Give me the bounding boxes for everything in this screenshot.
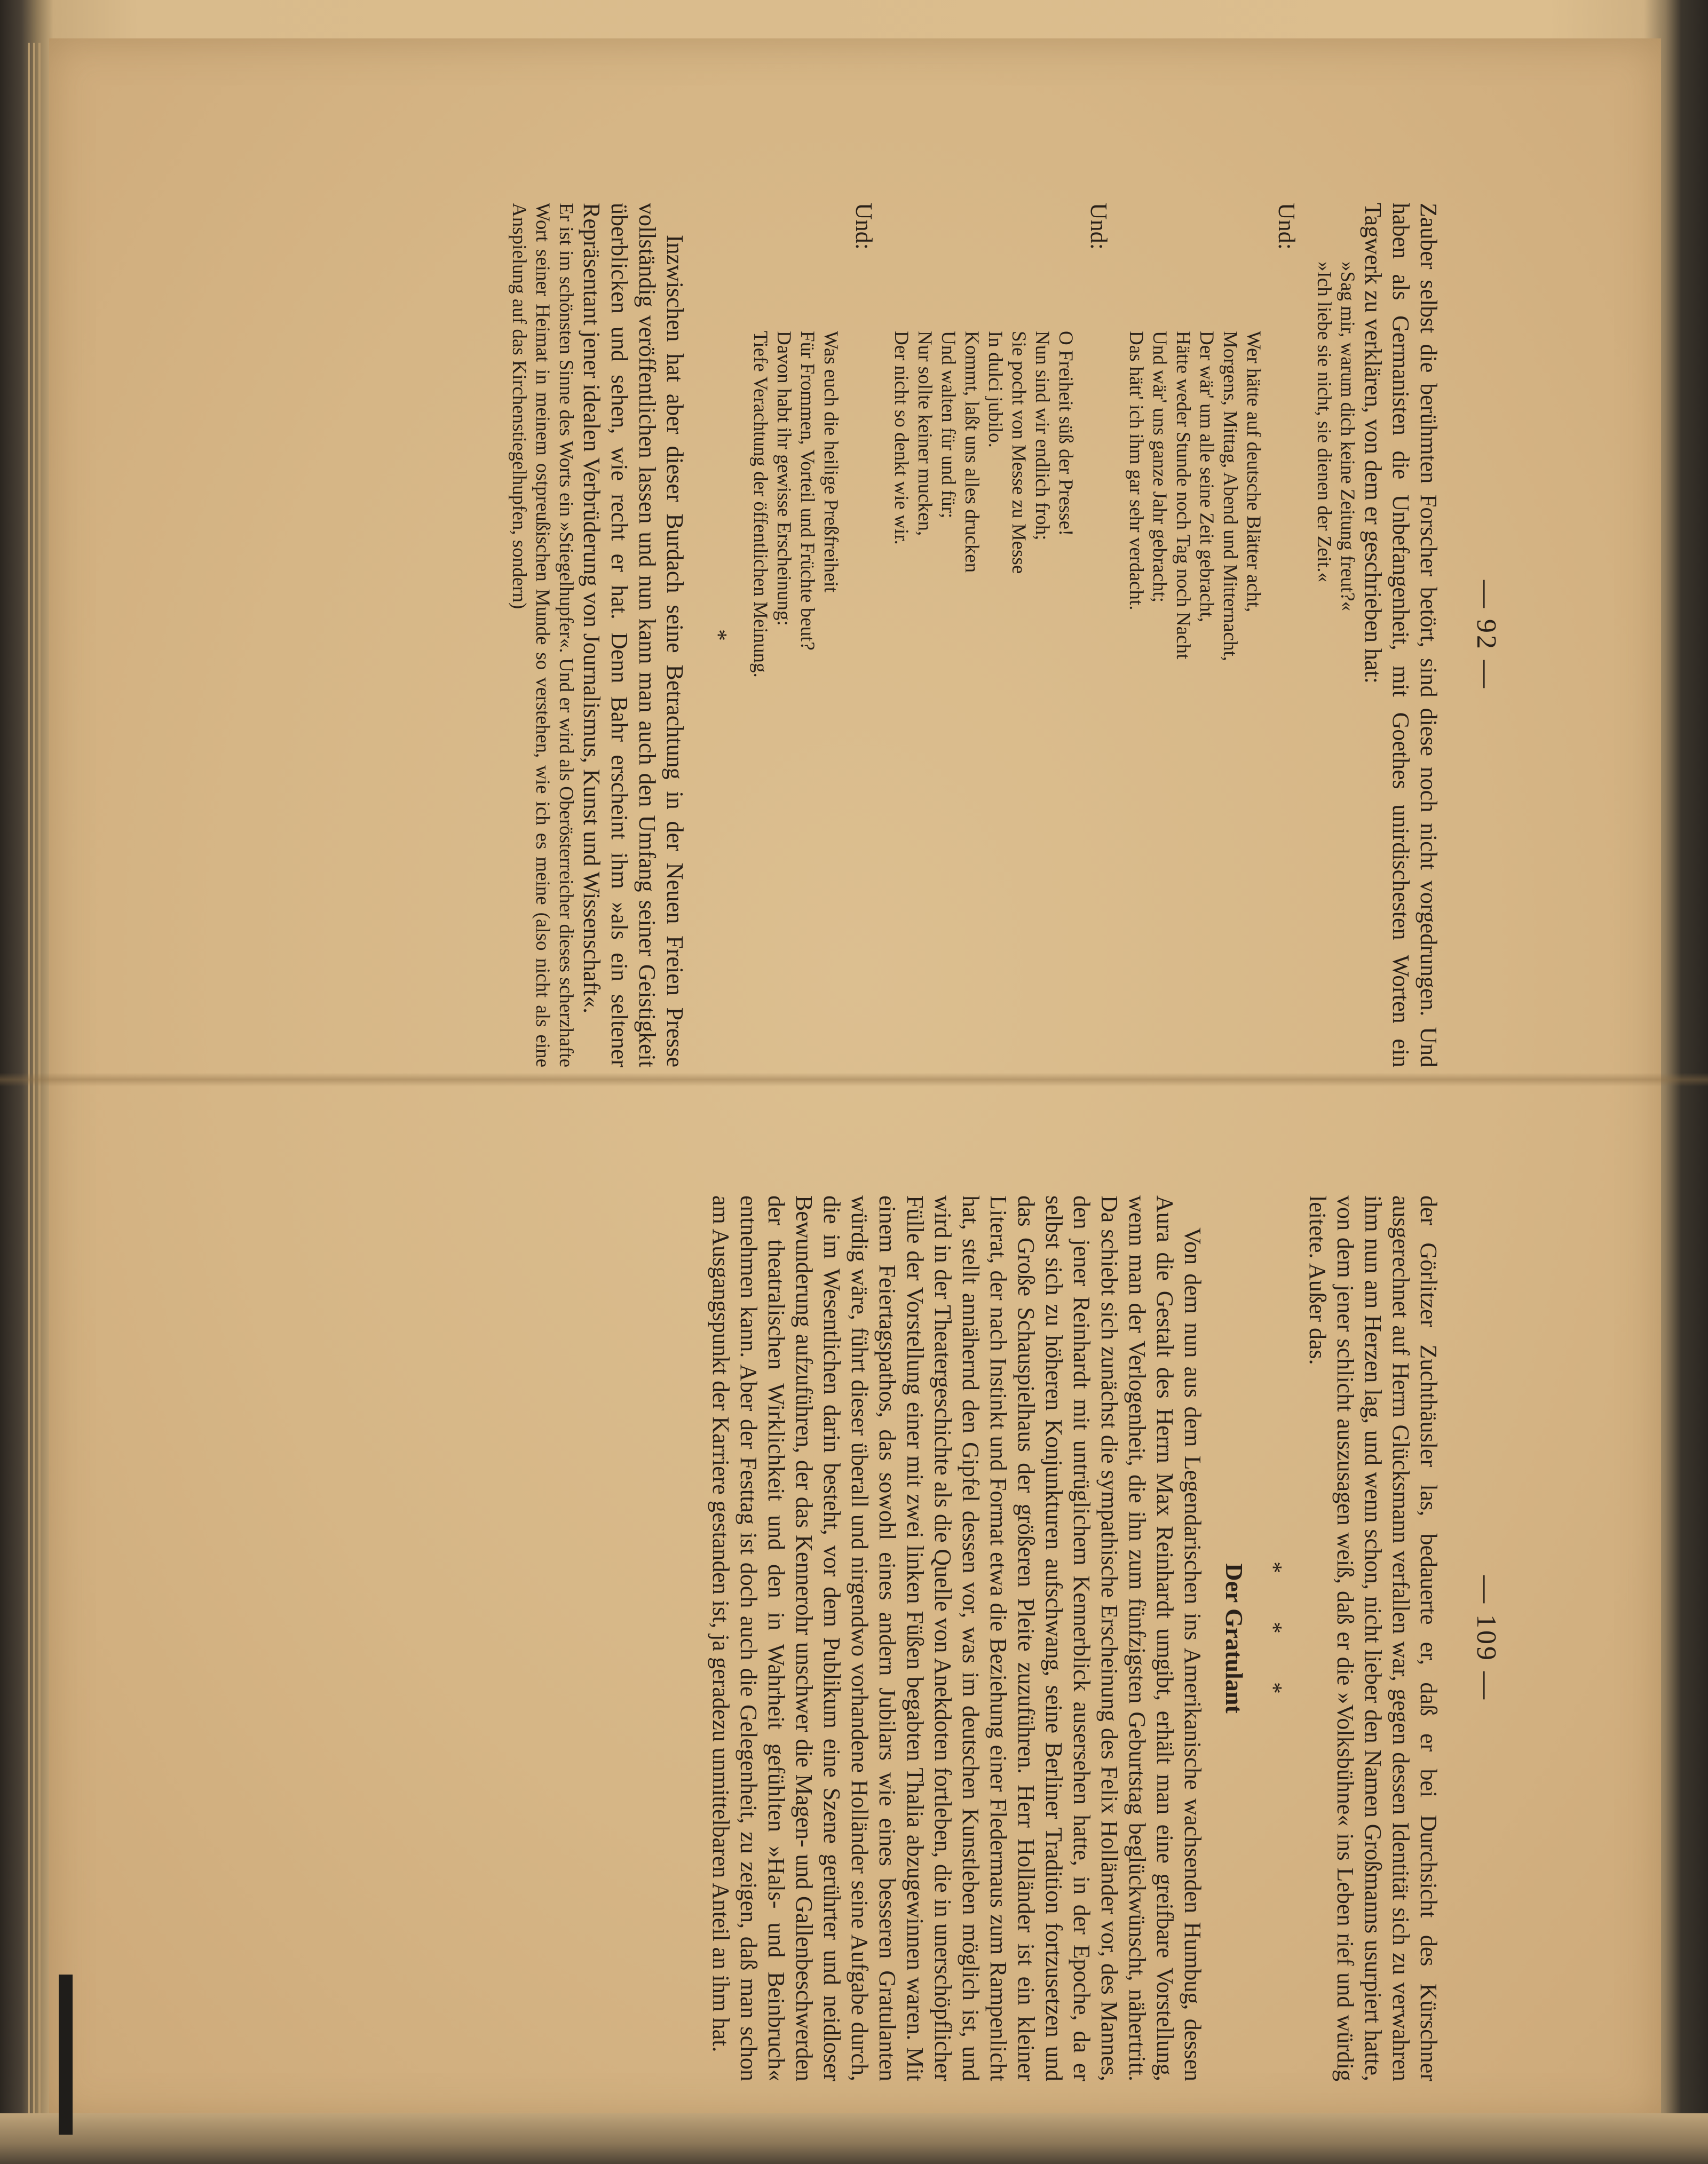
verse-line: Sie pocht von Messe zu Messe [1008,331,1030,574]
section-stars: * * * [1261,1561,1287,1715]
paragraph: Inzwischen hat aber dieser Burdach seine Betrachtung in der Neuen Freien Presse vollständig veröffentlichen lassen und nun kann man auch den Umfang seiner Geistigkeit überblicken und sehen, wie recht er hat. Denn Bahr erscheint ihm »als ein seltener Repräsentant jener idealen Verbrüderung von Journalismus, Kunst und Wissenschaft«. [579,203,688,1067]
verse-line: Morgens, Mittag, Abend und Mitternacht, [1219,331,1241,661]
verse-line: Was euch die heilige Preßfreiheit [820,331,842,593]
verse-line: Und wär' uns ganze Jahr gebracht; [1149,331,1171,603]
folio-92: — 92 — [1471,580,1501,690]
verse-line: Nun sind wir endlich froh; [1031,331,1053,541]
und-label: Und: [1274,203,1300,250]
verse-line: Der nicht so denkt wie wir. [890,331,912,545]
verse-line: Hätte weder Stunde noch Tag noch Nacht [1172,331,1194,660]
verse-line: In dulci jubilo. [984,331,1006,448]
paragraph-small: Er ist im schönsten Sinne des Worts ein »Stiegelhupfer«. Und er wird als Oberösterreicher dieses scherzhafte Wort seiner Heimat in meinem ostpreußischen Munde so verstehen, wie ich es meine (also nicht als eine Anspielung auf das Kirchenstiegelhupfen, sondern) [508,203,577,1067]
verse-block [748,331,842,1067]
section-heading: Der Gratulant [1221,1563,1248,1714]
verse-block [889,331,1077,1067]
verse-line: Das hätt' ich ihm gar sehr verdacht. [1125,331,1147,611]
paragraph: Zauber selbst die berühmten Forscher betört, sind diese noch nicht vorgedrungen. Und haben als Germanisten die Unbefangenheit, mit Goethes unirdischesten Worten ein Tagwerk zu verklären, von dem er geschrieben hat: [1360,203,1442,1067]
folio-109: — 109 — [1471,1575,1501,1701]
gutter-shadow [0,1073,1708,1087]
book-edge-strip [0,2113,1708,2164]
und-label: Und: [851,203,877,250]
paragraph: Von dem nun aus dem Legendarischen ins Amerikanische wachsenden Humbug, dessen Aura die Gestalt des Herrn Max Reinhardt umgibt, erhält man eine greifbare Vorstellung, wenn man der Verlogenheit, die ihn zum fünfzigsten Geburtstag beglückwünscht, nähertritt. Da schiebt sich zunächst die sympathische Erscheinung des Felix Holländer vor, des Mannes, den jener Reinhardt mit untrüglichem Kennerblick ausersehen hatte, in der Epoche, da er selbst sich zu höheren Konjunkturen aufschwang, seine Berliner Tradition fortzusetzen und das Große Schauspielhaus der größeren Pleite zuzuführen. Herr Holländer ist ein kleiner Literat, der nach Instinkt und Format etwa die Beziehung einer Fledermaus zum Rampenlicht hat, stellt annähernd den Gipfel dessen vor, was im deutschen Kunstleben möglich ist, und wird in der Theatergeschichte als die Quelle von Anekdoten fortleben, die in unerschöpflicher Fülle der Vorstellung einer mit zwei linken Füßen begabten Thalia abzugewinnen waren. Mit einem Feiertagspathos, das sowohl eines andern Jubilars wie eines besseren Gratulanten würdig wäre, führt dieser überall und nirgendwo vorhandene Holländer seine Aufgabe durch, die im Wesentlichen darin besteht, vor dem Publikum eine Szene gerührter und neidloser Bewunderung aufzuführen, der das Kennerohr unschwer die Magen- und Gallenbeschwerden der theatralischen Wirklichkeit und den in Wahrheit gefühlten »Hals- und Beinbruch« entnehmen kann. Aber der Festtag ist doch auch die Gelegenheit, zu zeigen, daß man schon am Ausgangspunkt der Karriere gestanden ist, ja geradezu unmittelbaren Anteil an ihm hat. [708,1195,1206,2081]
section-asterisk: * [706,629,732,641]
verse-line: Davon habt ihr gewisse Erscheinung: [773,331,795,626]
verse-line: Tiefe Verachtung der öffentlichen Meinung. [749,331,771,678]
quote-line: »Sag mir, warum dich keine Zeitung freut?« [1337,261,1358,612]
verse-line: Für Frommen, Vorteil und Früchte beut? [796,331,818,651]
quote-line: »Ich liebe sie nicht, sie dienen der Zeit.« [1313,261,1335,583]
verse-line: Der wär' um alle seine Zeit gebracht, [1196,331,1217,623]
und-label: Und: [1086,203,1112,250]
binding-mark [59,1975,73,2135]
verse-line: Wer hätte auf deutsche Blätter acht, [1243,331,1264,613]
verse-line: Und walten für und für; [937,331,959,519]
page-92 [507,203,1500,1067]
verse-line: Kommt, laßt uns alles drucken [961,331,983,573]
goethe-quote [1312,261,1359,1067]
verse-block [1124,331,1265,1067]
paragraph: der Görlitzer Zuchthäusler las, bedauerte er, daß er bei Durchsicht des Kürschner ausgerechnet auf Herrn Glücksmann verfallen war, gegen dessen Identität sich zu verwahren ihm nun am Herzen lag, und wenn schon, nicht lieber den Namen Großmanns usurpiert hatte, von dem jener schlicht auszusagen weiß, daß er die »Volksbühne« ins Leben rief und würdig leitete. Außer das. [1304,1195,1442,2081]
verse-line: Nur sollte keiner mucken, [914,331,936,536]
verse-line: O Freiheit süß der Presse! [1055,331,1077,536]
page-109 [707,1195,1500,2081]
